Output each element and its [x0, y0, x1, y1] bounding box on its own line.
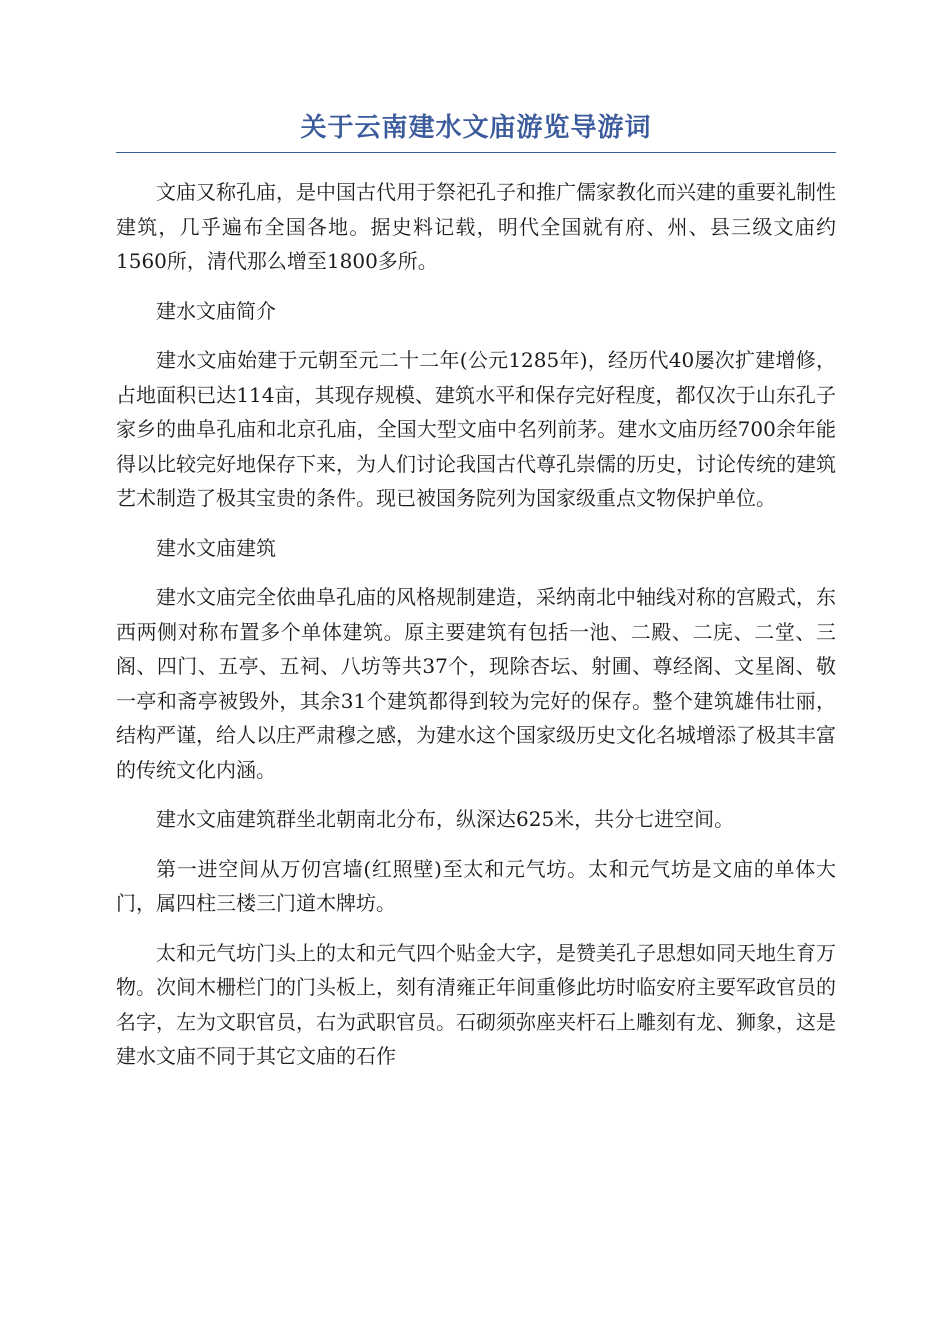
paragraph-gate-details: 太和元气坊门头上的太和元气四个贴金大字，是赞美孔子思想如同天地生育万物。次间木栅栏门的门头板上，刻有清雍正年间重修此坊时临安府主要军政官员的名字，左为文职官员，右为武职官员。石砌须弥座夹杆石上雕刻有龙、狮象，这是建水文庙不同于其它文庙的石作	[116, 940, 836, 1068]
document-title: 关于云南建水文庙游览导游词	[116, 108, 836, 153]
paragraph-intro: 文庙又称孔庙，是中国古代用于祭祀孔子和推广儒家教化而兴建的重要礼制性建筑，几乎遍布全国各地。据史料记载，明代全国就有府、州、县三级文庙约1560所，清代那么增至1800多所。	[116, 180, 836, 273]
document-page	[116, 108, 836, 1089]
paragraph-first-space: 第一进空间从万仞宫墙(红照壁)至太和元气坊。太和元气坊是文庙的单体大门，属四柱三楼三门道木牌坊。	[116, 856, 836, 915]
section-heading-intro: 建水文庙简介	[156, 298, 276, 323]
document-body	[116, 175, 836, 1074]
paragraph-layout: 建水文庙建筑群坐北朝南北分布，纵深达625米，共分七进空间。	[156, 807, 735, 831]
paragraph-architecture: 建水文庙完全依曲阜孔庙的风格规制建造，采纳南北中轴线对称的宫殿式，东西两侧对称布置多个单体建筑。原主要建筑有包括一池、二殿、二庑、二堂、三阁、四门、五亭、五祠、八坊等共37个，现除杏坛、射圃、尊经阁、文星阁、敬一亭和斋亭被毁外，其余31个建筑都得到较为完好的保存。整个建筑雄伟壮丽，结构严谨，给人以庄严肃穆之感，为建水这个国家级历史文化名城增添了极其丰富的传统文化内涵。	[116, 585, 836, 782]
section-heading-architecture: 建水文庙建筑	[156, 535, 276, 560]
paragraph-history: 建水文庙始建于元朝至元二十二年(公元1285年)，经历代40屡次扩建增修，占地面积已达114亩，其现存规模、建筑水平和保存完好程度，都仅次于山东孔子家乡的曲阜孔庙和北京孔庙，全国大型文庙中名列前茅。建水文庙历经700余年能得以比较完好地保存下来，为人们讨论我国古代尊孔崇儒的历史，讨论传统的建筑艺术制造了极其宝贵的条件。现已被国务院列为国家级重点文物保护单位。	[116, 348, 836, 510]
